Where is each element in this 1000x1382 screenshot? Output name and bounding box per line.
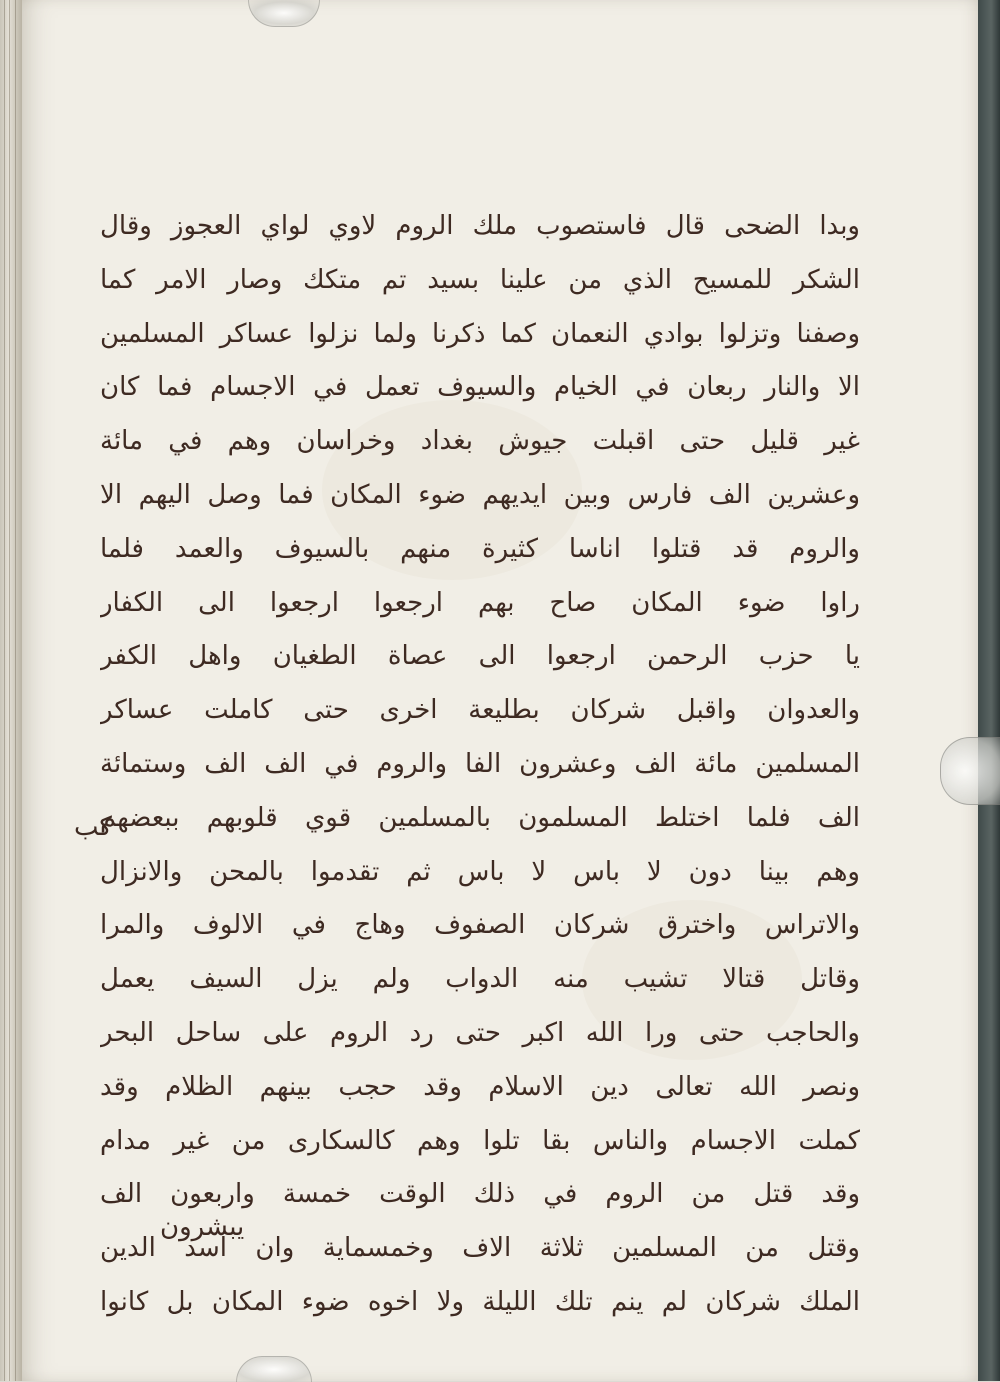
text-line: المسلمين مائة الف وعشرون الفا والروم في الف الف وستمائة (100, 748, 860, 779)
text-line: الشكر للمسيح الذي من علينا بسيد تم متكك وصار الامر كما (100, 264, 860, 295)
margin-note: كب (74, 812, 112, 842)
text-line: وصفنا وتزلوا بوادي النعمان كما ذكرنا ولما نزلوا عساكر المسلمين (100, 318, 860, 349)
text-line: الف فلما اختلط المسلمون بالمسلمين قوي قلوبهم ببعضهم (100, 802, 860, 833)
text-line: والروم قد قتلوا اناسا كثيرة منهم بالسيوف والعمد فلما (100, 533, 860, 564)
text-line: وعشرين الف فارس وبين ايديهم ضوء المكان فما وصل اليهم الا (100, 479, 860, 510)
text-line: الملك شركان لم ينم تلك الليلة ولا اخوه ضوء المكان بل كانوا (100, 1286, 860, 1317)
book-gutter-edge (0, 0, 22, 1381)
text-line: والاتراس واخترق شركان الصفوف وهاج في الالوف والمرا (100, 910, 860, 941)
text-line: وبدا الضحى قال فاستصوب ملك الروم لاوي لواي العجوز وقال (100, 211, 860, 241)
catchword: يبشرون (160, 1212, 245, 1242)
text-line: الا والنار ربعان في الخيام والسيوف تعمل في الاجسام فما كان (100, 372, 860, 403)
text-line: وقد قتل من الروم في ذلك الوقت خمسة واربعون الف (100, 1179, 860, 1210)
text-line: ونصر الله تعالى دين الاسلام وقد حجب بينهم الظلام وقد (100, 1071, 860, 1102)
text-line: غير قليل حتى اقبلت جيوش بغداد وخراسان وهم في مائة (100, 426, 860, 457)
text-line: وهم بينا دون لا باس لا باس ثم تقدموا بالمحن والانزال (100, 856, 860, 887)
text-line: والعدوان واقبل شركان بطليعة اخرى حتى كاملت عساكر (100, 695, 860, 726)
page-edge-shadow (978, 0, 1000, 1381)
text-line: والحاجب حتى ورا الله اكبر حتى رد الروم على ساحل البحر (100, 1017, 860, 1048)
text-line: راوا ضوء المكان صاح بهم ارجعوا ارجعوا الى الكفار (100, 587, 860, 618)
text-line: وقاتل قتالا تشيب منه الدواب ولم يزل السيف يعمل (100, 964, 860, 995)
text-line: يا حزب الرحمن ارجعوا الى عصاة الطغيان واهل الكفر (100, 641, 860, 672)
manuscript-text-block (100, 200, 860, 1330)
paper-clip-bottom (236, 1356, 312, 1382)
paper-clip-right (940, 737, 1000, 805)
text-line: وقتل من المسلمين ثلاثة الاف وخمسماية وان اسد الدين (100, 1233, 860, 1264)
text-line: كملت الاجسام والناس بقا تلوا وهم كالسكارى من غير مدام (100, 1125, 860, 1156)
